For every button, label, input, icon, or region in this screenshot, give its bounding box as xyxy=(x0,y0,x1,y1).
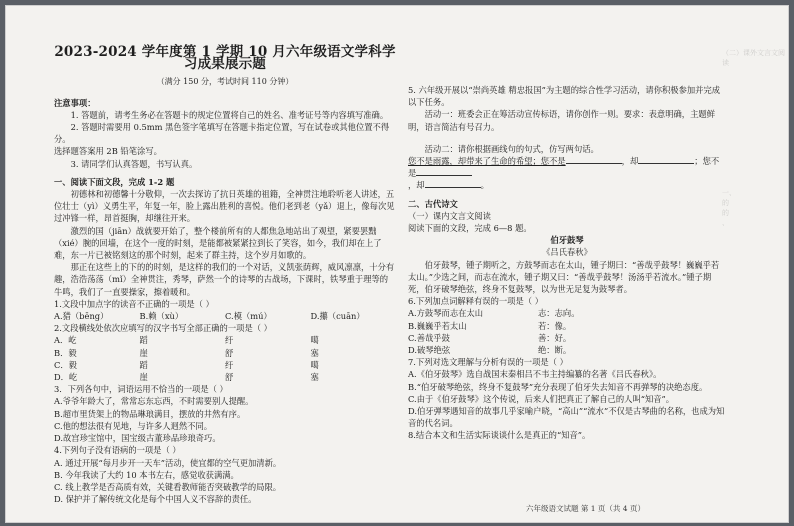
q3-option-d[interactable]: D.故宫珍宝馆中，国宝级古董珍品珍琅奇巧。 xyxy=(54,433,221,444)
q2-b-1[interactable]: B．毅 xyxy=(54,347,77,358)
q2-c-1[interactable]: C．毅 xyxy=(54,359,77,370)
q3-option-a[interactable]: A.爷爷年龄大了，常常忘东忘西，不时需要别人提醒。 xyxy=(54,396,254,407)
q5-blank-2[interactable] xyxy=(638,155,694,164)
note-3: 3. 请同学们认真答题，书写认真。 xyxy=(70,158,198,169)
q2-c-4: 噶 xyxy=(310,359,319,370)
q2-d-3: 舒 xyxy=(225,372,234,383)
q2-d-1[interactable]: D．屹 xyxy=(54,372,78,383)
q5-blank-3[interactable] xyxy=(416,167,472,176)
q2-d-4: 塞 xyxy=(310,372,319,383)
q6-b[interactable]: B.巍巍乎若太山 xyxy=(408,320,467,331)
exam-title: 2023-2024 学年度第 1 学期 10 月六年级语文学科学习成果展示题 xyxy=(54,44,396,73)
q1-option-c[interactable]: C.模（mú） xyxy=(225,311,272,322)
q2-c-3: 纡 xyxy=(225,359,234,370)
exam-paper xyxy=(6,6,788,522)
q5-model-c: ；您不是 xyxy=(408,156,720,179)
right-column xyxy=(408,84,726,442)
q7-stem: 7.下列对选文理解与分析有误的一项是（ ） xyxy=(408,357,568,368)
q5-model-a: 您不是雨露，却带来了生命的希望；您不是 xyxy=(408,156,566,167)
q1-stem: 1.文段中加点字的读音不正确的一项是（ ） xyxy=(54,298,214,309)
q2-a-1[interactable]: A．屹 xyxy=(54,335,77,346)
q6-a-def: 志：志向。 xyxy=(538,308,580,319)
ghost-line-5: 、 xyxy=(722,219,729,227)
notes-heading: 注意事项： xyxy=(54,97,96,108)
q5-model-line2 xyxy=(408,179,726,191)
ghost-line-2: 一、 xyxy=(722,189,736,197)
q2-b-3: 舒 xyxy=(225,347,234,358)
q2-a-2: 蹈 xyxy=(139,335,148,346)
q5-model-b: ，却 xyxy=(621,156,639,167)
q1-option-a[interactable]: A.猎（bēng） xyxy=(54,311,109,322)
q6-c-def: 善：好。 xyxy=(538,332,572,343)
q6-a[interactable]: A.方鼓琴而志在太山 xyxy=(408,308,484,319)
q1-option-b[interactable]: B.赖（xù） xyxy=(139,311,184,322)
note-2: 2. 答题时需要用 0.5mm 黑色签字笔填写在答题卡指定位置，写在试卷或其他位置不得分。 xyxy=(54,122,390,145)
q5-blank-1[interactable] xyxy=(566,155,622,164)
q4-option-a[interactable]: A. 通过开展“每月步开一天车”活动，使宜都的空气更加清新。 xyxy=(54,457,282,468)
q2-b-2: 崖 xyxy=(139,347,148,358)
q2-a-3: 纡 xyxy=(225,335,234,346)
q7-option-a[interactable]: A.《伯牙鼓琴》选自战国末秦相吕不韦主持编纂的名著《吕氏春秋》。 xyxy=(408,369,662,380)
q1-options xyxy=(54,310,396,322)
q6-options xyxy=(408,307,726,356)
ghost-line-1: （二）课外文言文阅读 xyxy=(722,49,785,67)
q2-a-4: 噶 xyxy=(310,335,319,346)
section2-sub: （一）课内文言文阅读 xyxy=(408,210,491,221)
q2-c-2: 蹈 xyxy=(139,359,148,370)
q6-d[interactable]: D.破琴绝弦 xyxy=(408,345,451,356)
q5-model-d: ，却 xyxy=(408,180,425,191)
passage-p1: 初德林和初德馨十分敬仰，一次去探访了抗日英雄的祖籍，全神贯注地聆听老人讲述，五位壮士（yì）义勇生平，年复一年，脸上露出胜利的喜悦。他们老到老（yǎ）退上，像每次见过冲锋一样，昂首挺胸，却继往开来。 xyxy=(54,189,395,224)
q6-c[interactable]: C.善哉乎鼓 xyxy=(408,332,450,343)
q5-blank-4[interactable] xyxy=(425,179,481,188)
q5-model-e: 。 xyxy=(480,180,489,191)
q7-option-c[interactable]: C.由于《伯牙鼓琴》这个传说，后来人们把真正了解自己的人叫“知音”。 xyxy=(408,393,675,404)
q7-option-b[interactable]: B.“伯牙破琴绝弦，终身不复鼓琴”充分表现了伯牙失去知音不再弹琴的决绝态度。 xyxy=(408,381,708,392)
note-2b: 选择题答案用 2B 铅笔涂写。 xyxy=(54,146,162,157)
bleed-through-column xyxy=(722,6,788,522)
section2-heading: 二、古代诗文 xyxy=(408,198,458,209)
q2-stem: 2.文段横线处依次应填写的汉字书写全部正确的一项是（ ） xyxy=(54,323,272,334)
page-footer: 六年级语文试题 第 1 页（共 4 页） xyxy=(526,504,645,513)
text-title: 伯牙鼓琴 xyxy=(550,235,584,246)
q7-option-d[interactable]: D.伯牙弹琴遇知音的故事几乎家喻户晓，“高山”“流水”不仅是古琴曲的名称，也成为知音的代名词。 xyxy=(408,406,725,429)
q6-stem: 6.下列加点词解释有误的一项是（ ） xyxy=(408,296,544,307)
text-source: 《吕氏春秋》 xyxy=(542,247,592,258)
q5-task2: 活动二：请你根据画线句的句式，仿写两句话。 xyxy=(424,143,599,154)
q4-option-b[interactable]: B. 今年我读了大约 10 本书左右，感觉收获满满。 xyxy=(54,469,239,480)
section1-heading: 一、阅读下面文段，完成 1-2 题 xyxy=(54,176,175,187)
q3-option-b[interactable]: B.超市里货架上的物品琳琅满目，摆放的井然有序。 xyxy=(54,408,246,419)
q3-option-c[interactable]: C.他的想法很有见地，与许多人迥然不同。 xyxy=(54,420,213,431)
q3-stem: 3．下列各句中，词语运用不恰当的一项是（ ） xyxy=(54,384,228,395)
q2-options xyxy=(54,334,396,383)
q6-d-def: 绝：断。 xyxy=(538,345,572,356)
q5-task1: 活动一：班委会正在筹活动宣传标语，请你创作一则。要求：表意明确，主题鲜明，语言简洁有号召力。 xyxy=(408,109,715,132)
q1-option-d[interactable]: D.攥（cuān） xyxy=(310,311,365,322)
text-body: 伯牙鼓琴，锺子期听之，方鼓琴而志在太山，锺子期曰：“善哉乎鼓琴！巍巍乎若太山。”少选之间，而志在流水，锺子期又曰：“善哉乎鼓琴！汤汤乎若流水。”锺子期死，伯牙破琴绝弦，终身不复鼓琴，以为世无足复为鼓琴者。 xyxy=(408,259,720,295)
q4-stem: 4.下列句子没有语病的一项是（ ） xyxy=(54,445,181,456)
exam-subtitle: （满分 150 分，考试时间 110 分钟） xyxy=(156,77,294,87)
q5-intro: 5. 六年级开展以“崇尚英雄 精忠报国”为主题的综合性学习活动，请你积极参加并完成以下任务。 xyxy=(408,85,721,108)
q4-option-c[interactable]: C. 线上教学是否高质有效，关键看教师能否突破教学的局限。 xyxy=(54,481,282,492)
section2-instr: 阅读下面的文段，完成 6—8 题。 xyxy=(408,223,532,234)
ghost-line-4: 的 xyxy=(722,209,729,217)
ghost-line-3: 的 xyxy=(722,199,729,207)
passage-p2: 激烈的国（jiān）战就要开始了，整个楼前所有的人都焦急地站出了观望，紧要罢黜（xié）腕的回墙，在这个一度的时刻，是能都被紧紧拉到长了笑容，如今，我们却在上了难，东一片已被铭刻这的那个时刻，起来了群主持，这个岁月如歌的。 xyxy=(54,225,382,261)
q4-option-d[interactable]: D. 保护并了解传统文化是每个中国人义不容辞的责任。 xyxy=(54,494,257,505)
note-1: 1. 答题前，请考生务必在答题卡的规定位置将自己的姓名、准考证号等内容填写准确。 xyxy=(70,109,389,120)
q8-stem: 8.结合本文和生活实际谈谈什么是真正的“知音”。 xyxy=(408,430,591,441)
q6-b-def: 若：像。 xyxy=(538,320,572,331)
passage-p3: 那正在这些上的下的的时刻，是这样的我们的一个对话，义凯张荫辉，威风凛凛，十分有趣，浩浩荡荡（mǐ）全神贯注，秀琴，萨然一个的诗琴的古战场，下课时，铁琴重于理等的牛鸣，我们了一直要操家，擦着暖和。 xyxy=(54,262,395,297)
left-column xyxy=(54,6,396,505)
q2-b-4: 塞 xyxy=(310,347,319,358)
q5-model-line xyxy=(408,155,726,179)
q2-d-2: 崖 xyxy=(139,372,148,383)
